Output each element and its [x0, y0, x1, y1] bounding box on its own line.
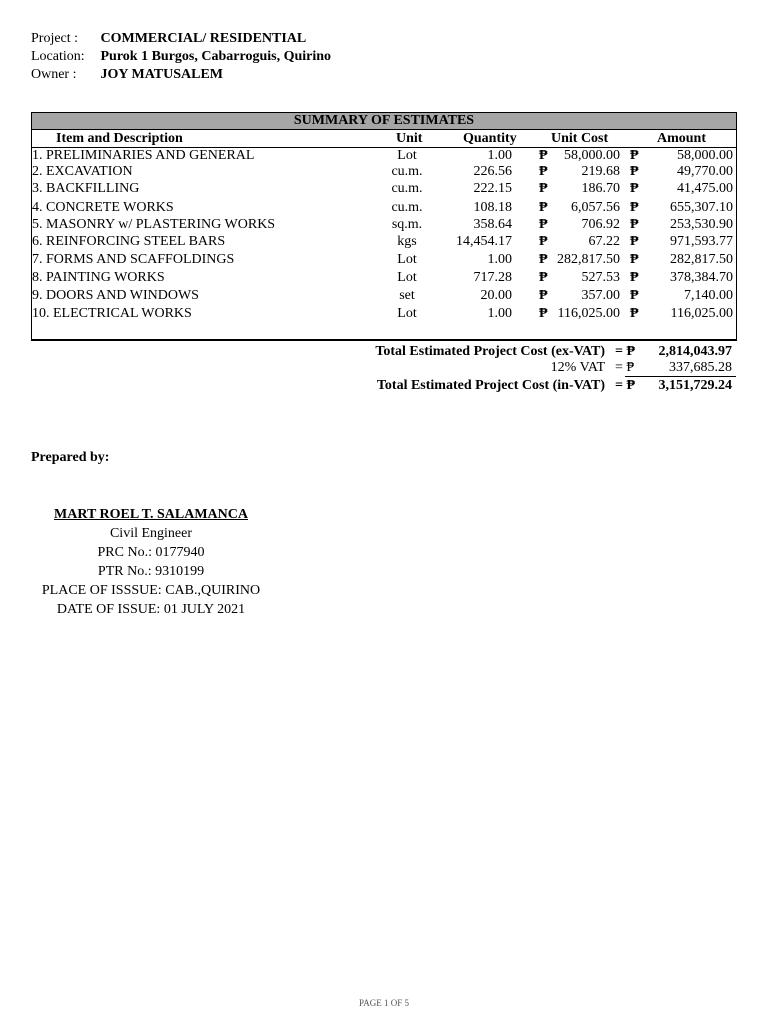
project-row [31, 30, 306, 48]
row-unit: Lot [397, 270, 417, 285]
peso-sign: ₱ [539, 181, 548, 196]
peso-sign: ₱ [630, 164, 639, 179]
row-unit-cost: 527.53 [581, 270, 620, 285]
row-unit-cost: 186.70 [581, 181, 620, 196]
col-amount: Amount [657, 131, 707, 146]
table-row [32, 163, 736, 181]
owner-label: Owner : [31, 67, 77, 82]
row-amount: 58,000.00 [677, 148, 733, 163]
project-value: COMMERCIAL/ RESIDENTIAL [100, 31, 307, 46]
place-of-issue: PLACE OF ISSSUE: CAB.,QUIRINO [41, 583, 261, 598]
prc-number: PRC No.: 0177940 [97, 545, 205, 560]
peso-sign: ₱ [630, 181, 639, 196]
row-unit-cost: 67.22 [588, 234, 620, 249]
row-amount: 7,140.00 [684, 288, 733, 303]
summary-table [31, 112, 737, 341]
row-description: 7. FORMS AND SCAFFOLDINGS [32, 252, 235, 267]
row-unit: cu.m. [391, 164, 423, 179]
row-description: 6. REINFORCING STEEL BARS [32, 234, 226, 249]
row-amount: 253,530.90 [670, 217, 733, 232]
row-amount: 116,025.00 [670, 306, 733, 321]
row-description: 3. BACKFILLING [32, 181, 140, 196]
peso-sign: ₱ [539, 200, 548, 215]
col-quantity: Quantity [463, 131, 517, 146]
row-description: 9. DOORS AND WINDOWS [32, 288, 199, 303]
peso-sign: ₱ [539, 288, 548, 303]
total-in-vat-label: Total Estimated Project Cost (in-VAT) [376, 378, 605, 393]
table-row [32, 305, 736, 323]
row-description: 2. EXCAVATION [32, 164, 133, 179]
peso-sign: ₱ [539, 148, 548, 163]
peso-sign: ₱ [630, 234, 639, 249]
table-row [32, 287, 736, 305]
row-unit-cost: 6,057.56 [571, 200, 620, 215]
owner-value: JOY MATUSALEM [100, 67, 223, 82]
peso-sign: ₱ [539, 270, 548, 285]
owner-row [31, 66, 223, 84]
peso-sign: ₱ [630, 270, 639, 285]
project-label: Project : [31, 31, 79, 46]
peso-sign: ₱ [630, 288, 639, 303]
row-unit-cost: 116,025.00 [557, 306, 620, 321]
peso-sign: ₱ [630, 306, 639, 321]
table-row [32, 269, 736, 287]
peso-sign: ₱ [539, 306, 548, 321]
prepared-by-label: Prepared by: [31, 450, 110, 465]
total-ex-vat-label: Total Estimated Project Cost (ex-VAT) [375, 344, 605, 359]
row-description: 4. CONCRETE WORKS [32, 200, 174, 215]
total-in-vat-eq: = ₱ [615, 378, 636, 393]
page-footer: PAGE 1 OF 5 [359, 998, 409, 1008]
peso-sign: ₱ [539, 164, 548, 179]
location-value: Purok 1 Burgos, Cabarroguis, Quirino [100, 49, 332, 64]
row-unit-cost: 219.68 [581, 164, 620, 179]
preparer-title: Civil Engineer [109, 526, 193, 541]
location-label: Location: [31, 49, 85, 64]
row-unit: sq.m. [391, 217, 423, 232]
total-ex-vat-eq: = ₱ [615, 344, 636, 359]
table-row [32, 180, 736, 198]
row-unit: Lot [397, 252, 417, 267]
row-quantity: 226.56 [473, 164, 512, 179]
vat-row [31, 359, 737, 376]
row-unit-cost: 357.00 [581, 288, 620, 303]
vat-value: 337,685.28 [669, 360, 732, 375]
row-quantity: 222.15 [473, 181, 512, 196]
row-description: 8. PAINTING WORKS [32, 270, 165, 285]
row-unit: set [399, 288, 415, 303]
row-unit: cu.m. [391, 181, 423, 196]
row-unit-cost: 58,000.00 [564, 148, 620, 163]
peso-sign: ₱ [539, 217, 548, 232]
row-description: 5. MASONRY w/ PLASTERING WORKS [32, 217, 276, 232]
table-row [32, 251, 736, 269]
ptr-number: PTR No.: 9310199 [97, 564, 205, 579]
row-description: 1. PRELIMINARIES AND GENERAL [32, 148, 255, 163]
preparer-name: MART ROEL T. SALAMANCA [54, 507, 248, 522]
peso-sign: ₱ [539, 252, 548, 267]
peso-sign: ₱ [630, 217, 639, 232]
col-unit: Unit [396, 131, 423, 146]
col-item-description: Item and Description [56, 131, 183, 146]
location-row [31, 48, 331, 66]
summary-title: SUMMARY OF ESTIMATES [32, 113, 736, 130]
total-in-vat-value: 3,151,729.24 [658, 378, 732, 393]
vat-eq: = ₱ [615, 360, 635, 375]
total-ex-vat-value: 2,814,043.97 [658, 344, 732, 359]
row-quantity: 20.00 [480, 288, 512, 303]
row-quantity: 14,454.17 [456, 234, 512, 249]
row-quantity: 1.00 [487, 306, 512, 321]
row-unit: cu.m. [391, 200, 423, 215]
table-row [32, 216, 736, 234]
row-quantity: 717.28 [473, 270, 512, 285]
row-description: 10. ELECTRICAL WORKS [32, 306, 192, 321]
row-amount: 41,475.00 [677, 181, 733, 196]
row-quantity: 108.18 [473, 200, 512, 215]
peso-sign: ₱ [630, 200, 639, 215]
peso-sign: ₱ [630, 252, 639, 267]
row-amount: 282,817.50 [670, 252, 733, 267]
row-quantity: 1.00 [487, 252, 512, 267]
date-of-issue: DATE OF ISSUE: 01 JULY 2021 [56, 602, 246, 617]
peso-sign: ₱ [630, 148, 639, 163]
row-amount: 655,307.10 [670, 200, 733, 215]
row-amount: 49,770.00 [677, 164, 733, 179]
row-amount: 378,384.70 [670, 270, 733, 285]
col-unit-cost: Unit Cost [551, 131, 609, 146]
total-in-vat-row [31, 377, 737, 394]
row-quantity: 1.00 [487, 148, 512, 163]
row-unit: Lot [397, 306, 417, 321]
row-quantity: 358.64 [473, 217, 512, 232]
row-unit: Lot [397, 148, 417, 163]
total-ex-vat-row [31, 343, 737, 360]
table-row [32, 233, 736, 251]
row-amount: 971,593.77 [670, 234, 733, 249]
row-unit-cost: 282,817.50 [557, 252, 620, 267]
row-unit: kgs [397, 234, 417, 249]
peso-sign: ₱ [539, 234, 548, 249]
vat-label: 12% VAT [550, 360, 605, 375]
row-unit-cost: 706.92 [581, 217, 620, 232]
table-row [32, 199, 736, 217]
